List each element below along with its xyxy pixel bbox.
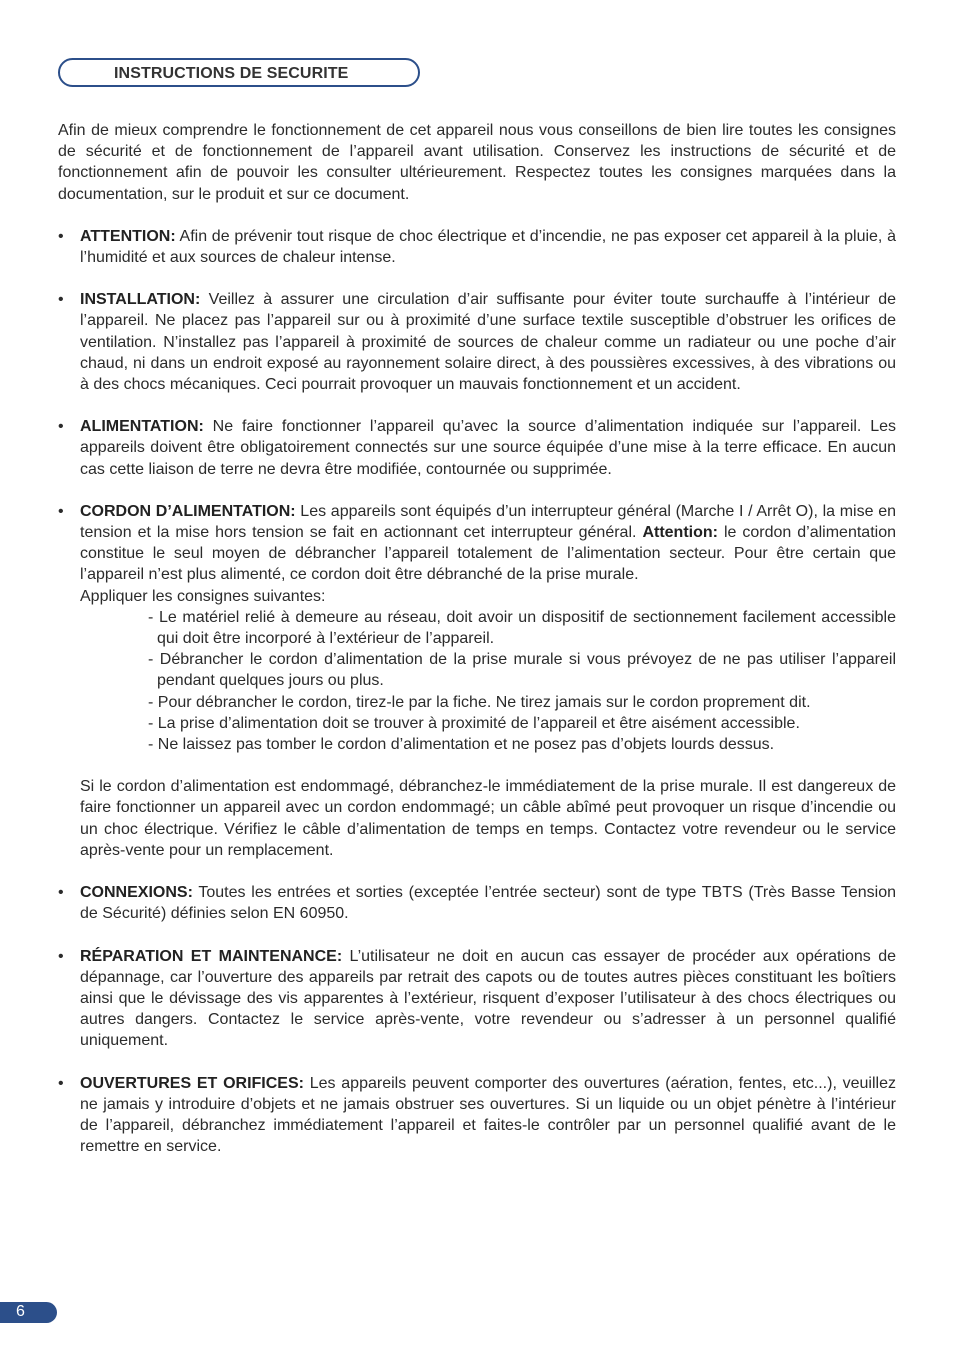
damage-paragraph: Si le cordon d’alimentation est endommagé, débranchez-le immédiatement de la prise murale. Il est dangereux de faire fonctionner un appareil avec un cordon endommagé; un câble abîmé peut provoquer un risque d’incendie ou un choc électrique. Vérifiez le câble d’alimentation de temps en temps. Contactez votre revendeur ou le service après-vente pour un remplacement. bbox=[80, 778, 896, 859]
safety-item-label: CONNEXIONS: bbox=[80, 884, 193, 902]
safety-item-ouvertures bbox=[58, 1073, 896, 1158]
safety-item-reparation bbox=[58, 946, 896, 1052]
bullet-marker: • bbox=[58, 291, 64, 309]
safety-item-label: ATTENTION: bbox=[80, 227, 176, 245]
safety-item-alimentation bbox=[58, 416, 896, 480]
safety-item-paragraph bbox=[80, 946, 896, 1052]
safety-item-label: OUVERTURES ET ORIFICES: bbox=[80, 1074, 304, 1092]
safety-item-paragraph bbox=[80, 289, 896, 395]
safety-item-label: ALIMENTATION: bbox=[80, 418, 204, 436]
safety-item-label: CORDON D’ALIMENTATION: bbox=[80, 502, 296, 520]
safety-item-paragraph bbox=[80, 1073, 896, 1158]
page-number-tab bbox=[0, 1302, 57, 1323]
document-body bbox=[58, 120, 896, 1178]
safety-item-text: Veillez à assurer une circulation d’air suffisante pour éviter toute surchauffe à l’intérieur de l’appareil. Ne placez pas l’appareil sur ou à proximité d’une surface textile susceptible d’obstruer les orifices de ventilation. N’installez pas l’appareil à proximité de sources de chaleur comme un radiateur ou une poche d’air chaud, ni dans un endroit exposé au rayonnement solaire direct, à des poussières excessives, à des vibrations ou à des chocs mécaniques. Ceci pourrait provoquer un mauvais fonctionnement et un accident. bbox=[80, 291, 896, 394]
safety-item-connexions bbox=[58, 882, 896, 924]
safety-item-paragraph bbox=[80, 882, 896, 924]
consigne-item: - Pour débrancher le cordon, tirez-le par la fiche. Ne tirez jamais sur le cordon proprement dit. bbox=[148, 693, 811, 711]
consigne-item: - Le matériel relié à demeure au réseau, doit avoir un dispositif de sectionnement facilement accessible qui doit être incorporé à l’extérieur de l’appareil. bbox=[148, 608, 896, 648]
safety-item-text: L’utilisateur ne doit en aucun cas essayer de procéder aux opérations de dépannage, car l’ouverture des appareils par retrait des capots ou de toutes autres pièces constituant les boîtiers ainsi que le dévissage des vis apparentes à l’extérieur, risquent d’exposer l’utilisateur à des chocs électriques ou autres dangers. Contactez le service après-vente, votre revendeur ou s’adresser à un personnel qualifié uniquement. bbox=[80, 947, 896, 1050]
attention-text: le cordon d’alimentation constitue le seul moyen de débrancher l’appareil totalement de l’alimentation secteur. Pour être certain que l’appareil n’est plus alimenté, ce cordon doit être débranché de la prise murale. bbox=[80, 524, 896, 584]
safety-item-cordon bbox=[58, 501, 896, 861]
safety-item-label: INSTALLATION: bbox=[80, 291, 201, 309]
bullet-marker: • bbox=[58, 227, 64, 245]
safety-item-text: Ne faire fonctionner l’appareil qu’avec la source d’alimentation indiquée sur l’appareil. Les appareils doivent être obligatoirement connectés sur une source équipée d’une mise à la terre efficace. En aucun cas cette liaison de terre ne devra être modifiée, contournée ou supprimée. bbox=[80, 418, 896, 478]
safety-item-installation bbox=[58, 289, 896, 395]
page-number: 6 bbox=[16, 1303, 25, 1320]
safety-item-paragraph bbox=[80, 501, 896, 586]
consigne-item: - La prise d’alimentation doit se trouver à proximité de l’appareil et être aisément accessible. bbox=[148, 714, 800, 732]
bullet-marker: • bbox=[58, 418, 64, 436]
bullet-marker: • bbox=[58, 947, 64, 965]
safety-item-paragraph bbox=[80, 226, 896, 268]
safety-item-text: Les appareils peuvent comporter des ouvertures (aération, fentes, etc...), veuillez ne jamais y introduire d’objets et ne jamais obstruer ses ouvertures. Si un liquide ou un objet pénètre à l’intérieur de l’appareil, débranchez immédiatement l’appareil et faites-le contrôler par un personnel qualifié avant de le remettre en service. bbox=[80, 1074, 896, 1156]
section-title-box bbox=[58, 58, 420, 87]
section-title: INSTRUCTIONS DE SECURITE bbox=[114, 65, 349, 82]
spacer bbox=[80, 755, 896, 776]
attention-label: Attention: bbox=[642, 524, 718, 542]
consignes-list bbox=[80, 607, 896, 755]
consigne-item: - Débrancher le cordon d’alimentation de la prise murale si vous prévoyez de ne pas utiliser l’appareil pendant quelques jours ou plus. bbox=[148, 651, 896, 690]
safety-item-paragraph bbox=[80, 416, 896, 480]
safety-item-label: RÉPARATION ET MAINTENANCE: bbox=[80, 947, 343, 965]
bullet-marker: • bbox=[58, 884, 64, 902]
consignes-intro: Appliquer les consignes suivantes: bbox=[80, 587, 326, 605]
safety-item-text: Toutes les entrées et sorties (exceptée l’entrée secteur) sont de type TBTS (Très Basse Tension de Sécurité) définies selon EN 60950. bbox=[80, 884, 896, 923]
consigne-item: - Ne laissez pas tomber le cordon d’alimentation et ne posez pas d’objets lourds dessus. bbox=[148, 736, 775, 754]
intro-paragraph: Afin de mieux comprendre le fonctionnement de cet appareil nous vous conseillons de bien lire toutes les consignes de sécurité et de fonctionnement de l’appareil avant utilisation. Conservez les instructions de sécurité et de fonctionnement afin de pouvoir les consulter ultérieurement. Respectez toutes les consignes marquées dans la documentation, sur le produit et sur ce document. bbox=[58, 122, 896, 203]
bullet-marker: • bbox=[58, 1074, 64, 1092]
bullet-marker: • bbox=[58, 502, 64, 520]
safety-item-text: Les appareils sont équipés d’un interrupteur général (Marche I / Arrêt O), la mise en tension et la mise hors tension se fait en actionnant cet interrupteur général. bbox=[80, 502, 896, 542]
safety-item-text: Afin de prévenir tout risque de choc électrique et d’incendie, ne pas exposer cet appareil à la pluie, à l’humidité et aux sources de chaleur intense. bbox=[80, 227, 896, 267]
safety-item-attention bbox=[58, 226, 896, 268]
